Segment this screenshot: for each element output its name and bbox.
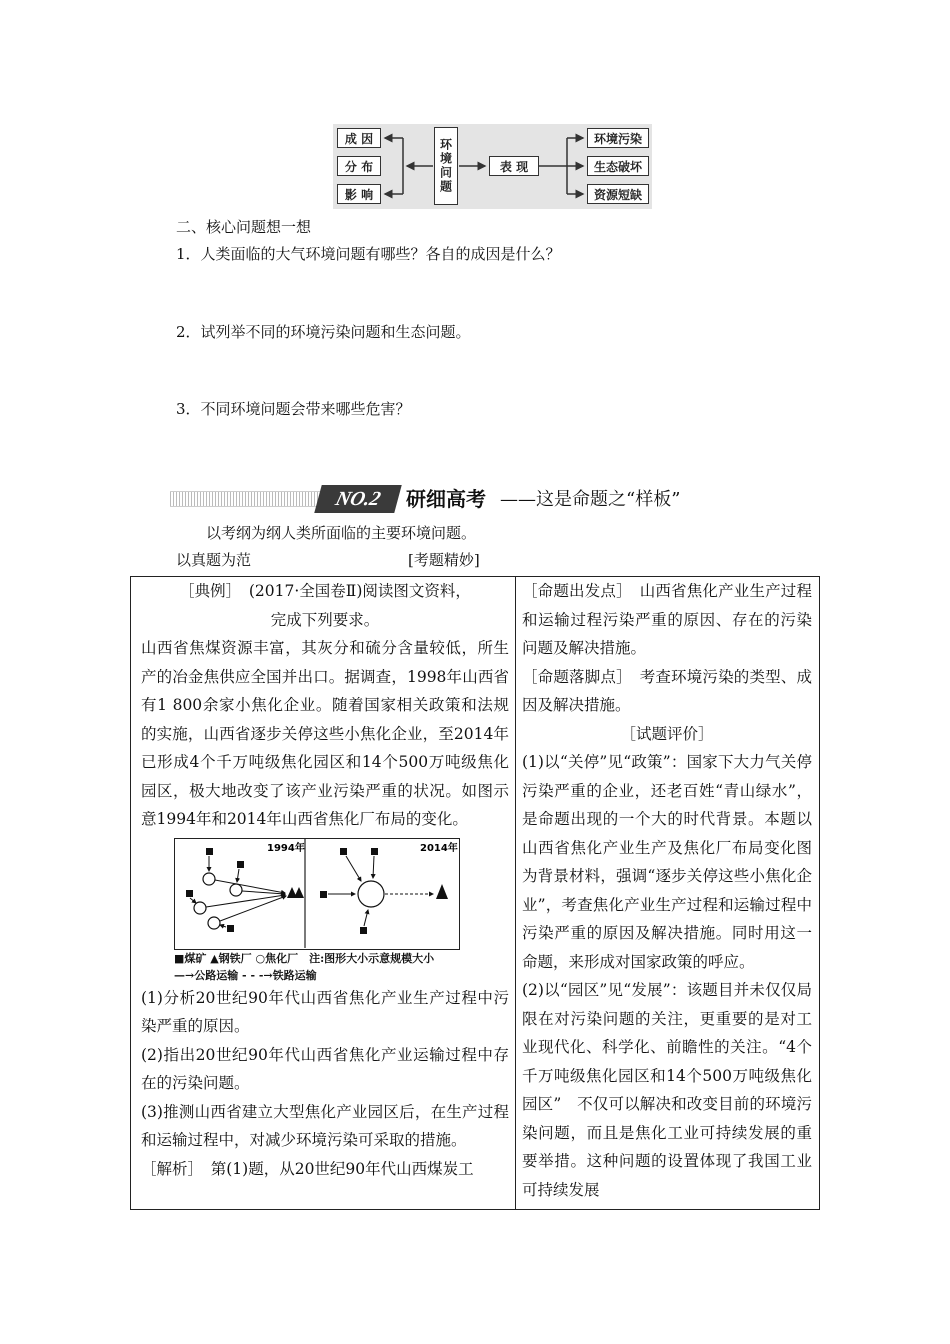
intro-line-1: 以考纲为纲人类所面临的主要环境问题。 (206, 524, 477, 542)
banner-title: 研细高考 (406, 487, 486, 511)
map-legend-1: ■煤矿 ▲钢铁厂 ○焦化厂 注:图形大小示意规模大小 (174, 951, 435, 965)
right-column (522, 577, 812, 1204)
diagram-env-problem: 环境问题 (434, 127, 458, 205)
example-paragraph: 山西省焦煤资源丰富，其灰分和硫分含量较低，所生产的冶金焦供应全国并出口。据调查，1998年山西省有1 800余家小焦化企业。随着国家相关政策和法规的实施，山西省逐步关停这些小焦化企业，至2014年已形成4个千万吨级焦化园区和14个500万吨级焦化园区，极大地改变了该产业污染严重的状况。如图示意1994年和2014年山西省焦化厂布局的变化。 (141, 639, 509, 828)
diagram-manifestation: 表 现 (489, 156, 539, 176)
coking-plant-icon (194, 902, 206, 914)
map-legend-2: —→公路运输 - - -→铁路运输 (174, 968, 317, 982)
example-title-1: ［典例］ (2017·全国卷Ⅱ)阅读图文资料， (179, 582, 471, 600)
evaluation-heading: ［试题评价］ (620, 724, 714, 743)
evaluation-2: (2)以“园区”见“发展”：该题目并未仅仅局限在对污染问题的关注，更重要的是对工业现代化、科学化、前瞻性的关注。“4个千万吨级焦化园区和14个500万吨级焦化园区” 不仅可以解决和改变目前的环境污染问题，而且是焦化工业可持续发展的重要举措。这种问题的设置体现了我国工业可持续发展 (522, 981, 812, 1199)
coking-plant-icon (208, 917, 220, 929)
banner-subtitle: ——这是命题之“样板” (500, 489, 681, 510)
coal-mine-icon (340, 848, 347, 855)
banner-hatch (170, 491, 320, 507)
diagram-distribution: 分 布 (337, 156, 381, 176)
sub-question-3: (3)推测山西省建立大型焦化产业园区后，在生产过程和运输过程中，对减少环境污染可采取的措施。 (141, 1102, 509, 1149)
sub-question-2: (2)指出20世纪90年代山西省焦化产业运输过程中存在的污染问题。 (141, 1045, 509, 1092)
sub-question-1: (1)分析20世纪90年代山西省焦化产业生产过程中污染严重的原因。 (141, 988, 509, 1035)
left-column (141, 577, 509, 1183)
concept-diagram (333, 124, 652, 209)
diagram-resource-shortage: 资源短缺 (587, 184, 649, 204)
coking-plant-icon (358, 881, 384, 907)
diagram-eco-damage: 生态破坏 (587, 156, 649, 176)
coal-mine-icon (206, 848, 213, 855)
intro-line-2b: [考题精妙] (408, 551, 480, 569)
map-svg (175, 839, 458, 948)
steel-plant-icon (436, 884, 448, 899)
banner-number: NO.2 (314, 485, 402, 513)
coal-mine-icon (227, 925, 234, 932)
question-1: 1．人类面临的大气环境问题有哪些？各自的成因是什么？ (176, 245, 561, 263)
analysis: ［解析］ 第(1)题，从20世纪90年代山西煤炭工 (141, 1159, 474, 1178)
diagram-cause: 成 因 (337, 128, 381, 148)
section-heading: 二、核心问题想一想 (176, 218, 312, 236)
proposition-focus: ［命题落脚点］ 考查环境污染的类型、成因及解决措施。 (522, 667, 812, 714)
example-title-2: 完成下列要求。 (270, 610, 380, 629)
map-year-2014: 2014年 (420, 842, 458, 854)
coal-mine-icon (371, 848, 378, 855)
diagram-impact: 影 响 (337, 184, 381, 204)
coal-mine-icon (186, 890, 193, 897)
coal-mine-icon (237, 861, 244, 868)
steel-plant-icon (294, 887, 304, 898)
example-table (130, 576, 820, 1210)
evaluation-1: (1)以“关停”见“政策”：国家下大力气关停污染严重的企业，还老百姓“青山绿水”，是命题出现的一个大的时代背景。本题以山西省焦化产业生产及焦化厂布局变化图为背景材料，强调“逐步关停这些小焦化企业”，考查焦化产业生产过程和运输过程中污染严重的原因及解决措施。同时用这一命题，来形成对国家政策的呼应。 (522, 753, 812, 971)
question-3: 3．不同环境问题会带来哪些危害？ (176, 400, 411, 418)
proposition-origin: ［命题出发点］ 山西省焦化产业生产过程和运输过程污染严重的原因、存在的污染问题及解决措施。 (522, 582, 812, 657)
coking-plant-icon (230, 884, 242, 896)
coking-plant-icon (203, 873, 215, 885)
map-year-1994: 1994年 (267, 842, 305, 854)
diagram-pollution: 环境污染 (587, 128, 649, 148)
question-2: 2．试列举不同的环境污染问题和生态问题。 (176, 323, 471, 341)
intro-line-2a: 以真题为范 (176, 551, 252, 569)
coal-mine-icon (320, 891, 327, 898)
coal-mine-icon (360, 927, 367, 934)
map-figure (174, 838, 460, 950)
section-banner (170, 483, 730, 517)
column-divider (515, 577, 516, 1209)
